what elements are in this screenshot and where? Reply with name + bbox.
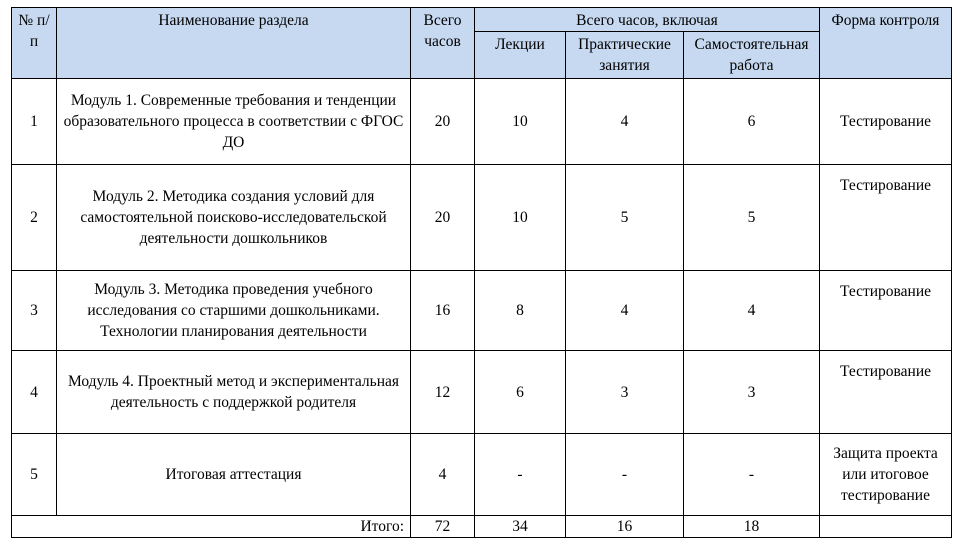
header-lectures: Лекции [475,32,566,79]
row-practical: 4 [566,79,684,165]
row-lectures: 10 [475,79,566,165]
row-num: 3 [12,271,57,351]
row-lectures: 10 [475,165,566,271]
row-independent: 3 [684,351,820,434]
header-including: Всего часов, включая [475,8,820,32]
row-num: 1 [12,79,57,165]
totals-lectures: 34 [475,516,566,538]
row-name: Модуль 2. Методика создания условий для самостоятельной поисково-исследовательской деятельности дошкольников [57,165,411,271]
row-practical: 3 [566,351,684,434]
row-control: Тестирование [820,165,952,271]
header-num: № п/п [12,8,57,79]
row-name: Модуль 4. Проектный метод и экспериментальная деятельность с поддержкой родителя [57,351,411,434]
table-row [12,434,952,516]
row-num: 2 [12,165,57,271]
totals-total: 72 [411,516,475,538]
table-row [12,165,952,271]
row-control: Защита проекта или итоговое тестирование [820,434,952,516]
row-lectures: 8 [475,271,566,351]
curriculum-table [11,7,952,538]
row-name: Модуль 1. Современные требования и тенденции образовательного процесса в соответствии с ФГОС ДО [57,79,411,165]
row-independent: 5 [684,165,820,271]
header-section: Наименование раздела [57,8,411,79]
header-total-hours: Всего часов [411,8,475,79]
table-row [12,79,952,165]
row-total: 16 [411,271,475,351]
row-total: 20 [411,165,475,271]
row-total: 12 [411,351,475,434]
row-control: Тестирование [820,271,952,351]
row-name: Модуль 3. Методика проведения учебного исследования со старшими дошкольниками. Технологии планирования деятельности [57,271,411,351]
table-row [12,271,952,351]
totals-practical: 16 [566,516,684,538]
row-practical: 5 [566,165,684,271]
row-lectures: - [475,434,566,516]
row-num: 5 [12,434,57,516]
totals-control [820,516,952,538]
row-control: Тестирование [820,351,952,434]
header-independent: Самостоятельная работа [684,32,820,79]
totals-label: Итого: [12,516,411,538]
totals-independent: 18 [684,516,820,538]
row-num: 4 [12,351,57,434]
row-practical: - [566,434,684,516]
header-control: Форма контроля [820,8,952,79]
row-independent: - [684,434,820,516]
totals-row [12,516,952,538]
row-independent: 6 [684,79,820,165]
row-independent: 4 [684,271,820,351]
row-practical: 4 [566,271,684,351]
row-total: 4 [411,434,475,516]
header-practical: Практические занятия [566,32,684,79]
table-row [12,351,952,434]
row-total: 20 [411,79,475,165]
row-lectures: 6 [475,351,566,434]
row-name: Итоговая аттестация [57,434,411,516]
row-control: Тестирование [820,79,952,165]
